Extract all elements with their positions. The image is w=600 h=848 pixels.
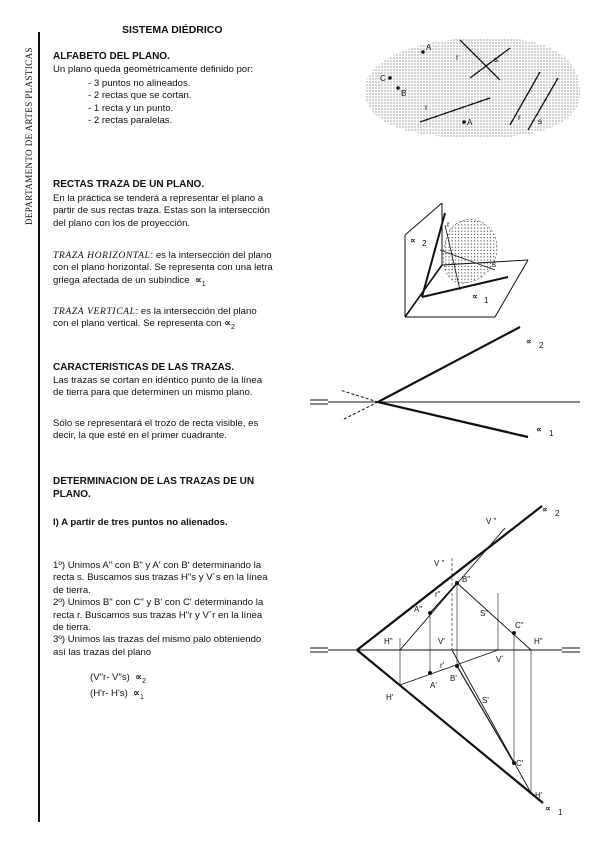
- label-b: B: [401, 89, 407, 98]
- trace-alpha-1: [378, 402, 528, 437]
- point-a-prime: [428, 671, 432, 675]
- point-a-bottom: [462, 120, 466, 124]
- traza-vertical-paragraph: [53, 306, 257, 335]
- label-v-prime-mid: V': [438, 637, 445, 646]
- label-a-double-prime: A": [414, 605, 423, 614]
- point-b-prime: [455, 664, 459, 668]
- list-item: - 3 puntos no alineados.: [88, 78, 191, 89]
- alpha-2-sub: 2: [539, 341, 544, 350]
- text-line: 1º) Unimos A" con B" y A' con B' determinando la: [53, 560, 262, 571]
- alpha-symbol: ∝: [224, 318, 232, 330]
- line-r-double-prime: [400, 528, 505, 650]
- alpha-1-label: ∝: [545, 804, 551, 813]
- label-c: C: [380, 74, 386, 83]
- subscript: 2: [142, 677, 146, 685]
- label-r-mid: r: [425, 103, 428, 112]
- section-heading-alfabeto: ALFABETO DEL PLANO.: [53, 51, 170, 62]
- rectas-traza-paragraph: [53, 193, 270, 230]
- text-line: así las trazas del plano: [53, 646, 152, 658]
- label-h-left: H": [384, 637, 393, 646]
- text-line: 3º) Unimos las trazas del mismo palo obteniendo: [53, 634, 262, 646]
- alpha-2-sub: 2: [555, 509, 560, 518]
- heading-line: DETERMINACION DE LAS TRAZAS DE UN: [53, 476, 255, 487]
- alpha-symbol: ∝: [135, 672, 143, 683]
- point-b-double-prime: [455, 581, 459, 585]
- margin-rule: [38, 32, 40, 822]
- hidden-extension-2: [342, 402, 378, 420]
- label-a-top: A: [426, 43, 432, 52]
- label-v-mid: V ": [434, 559, 445, 568]
- alpha-2-sub: 2: [422, 239, 427, 248]
- figure-trace-characteristics: [310, 322, 580, 447]
- subscript: 1: [139, 694, 144, 702]
- term-traza-vertical: TRAZA VERTICAL: [53, 306, 136, 317]
- subscript: 2: [231, 324, 235, 332]
- text-line: del plano con los de proyección.: [53, 217, 191, 229]
- label-s-top: s: [494, 55, 498, 64]
- point-a-double-prime: [428, 611, 432, 615]
- text-line: Las trazas se cortan en idéntico punto de la línea: [53, 375, 263, 386]
- text-span: : es la intersección del plano: [150, 250, 272, 261]
- trace-alpha-2: [378, 327, 520, 402]
- label-c-prime: C': [516, 759, 524, 768]
- text-line: 2º) Unimos B" con C" y B' con C' determinando la: [53, 597, 264, 609]
- caracteristicas-paragraph-2: [53, 418, 258, 443]
- text-line: de tierra para que determinen un mismo plano.: [53, 387, 253, 399]
- alpha-1-sub: 1: [549, 429, 554, 438]
- equations: [90, 672, 146, 705]
- equation-horizontal: (H'r- H's): [90, 688, 128, 700]
- label-v-top: V ": [486, 517, 497, 526]
- text-line: con el plano horizontal. Se representa con una letra: [53, 262, 273, 274]
- figure-plane-alphabet: [360, 30, 585, 145]
- department-label: DEPARTAMENTO DE ARTES PLASTICAS: [24, 47, 34, 225]
- point-c-double-prime: [512, 631, 516, 635]
- section-heading-determinacion: [53, 475, 254, 501]
- label-b-double-prime: B": [462, 575, 471, 584]
- text-line: recta r. Buscamos sus trazas H"r y V´r en la línea: [53, 609, 263, 621]
- label-r-prime: r': [440, 661, 445, 670]
- label-h-prime-left: H': [386, 693, 394, 702]
- traza-horizontal-paragraph: [53, 250, 273, 291]
- alfabeto-list: [88, 78, 191, 128]
- label-r: r: [447, 220, 450, 229]
- text-span: con el plano vertical. Se representa con: [53, 318, 222, 330]
- label-s-prime: S': [482, 696, 489, 705]
- heading-line: PLANO.: [53, 489, 91, 500]
- alpha-1-label: ∝: [536, 425, 542, 434]
- figure-trace-determination: [310, 498, 580, 818]
- list-item: - 2 rectas paralelas.: [88, 115, 173, 127]
- text-line: de tierra.: [53, 622, 91, 634]
- text-line: partir de sus rectas traza. Estas son la intersección: [53, 205, 271, 217]
- text-line: decir, la que esté en el primer cuadrante.: [53, 430, 227, 442]
- figure-plane-traces-3d: [400, 195, 530, 320]
- label-s-right: s: [538, 117, 542, 126]
- alpha-symbol: ∝: [133, 688, 140, 700]
- point-b: [396, 86, 400, 90]
- list-item: - 1 recta y un punto.: [88, 102, 174, 114]
- label-h-prime-bottom: H': [535, 791, 543, 800]
- alfabeto-intro: Un plano queda geométricamente definido por:: [53, 64, 254, 75]
- section-heading-rectas-traza: RECTAS TRAZA DE UN PLANO.: [53, 179, 205, 190]
- label-h-right: H": [534, 637, 543, 646]
- line-c-prime-h: [457, 666, 514, 763]
- text-line: Sólo se representará el trozo de recta visible, es: [53, 418, 259, 429]
- label-r-top: r: [456, 53, 459, 62]
- alpha-2-label: ∝: [542, 505, 548, 514]
- point-a-top: [421, 50, 425, 54]
- label-r-right: r: [518, 113, 521, 122]
- subheading-tres-puntos: I) A partir de tres puntos no alienados.: [53, 517, 228, 528]
- page-title: SISTEMA DIÉDRICO: [122, 24, 223, 36]
- alpha-2-label: ∝: [410, 236, 416, 245]
- alpha-1-label: ∝: [472, 292, 478, 301]
- hidden-extension-1: [340, 390, 378, 402]
- horizontal-plane-right: [495, 260, 528, 317]
- text-line: En la práctica se tenderá a representar el plano a: [53, 193, 264, 204]
- label-c-double-prime: C": [515, 621, 524, 630]
- text-span: : es la intersección del plano: [135, 306, 257, 317]
- caracteristicas-paragraph-1: [53, 375, 262, 400]
- subscript: 1: [201, 280, 206, 288]
- text-line: recta s. Buscamos sus trazas H"s y V´s en la línea: [53, 572, 268, 584]
- vertical-plane-edge-top: [405, 203, 442, 235]
- steps-paragraph: [53, 560, 268, 659]
- section-heading-caracteristicas: CARACTERISTICAS DE LAS TRAZAS.: [53, 362, 235, 373]
- alpha-symbol: ∝: [194, 274, 202, 286]
- alpha-1-sub: 1: [484, 296, 489, 305]
- alpha-2-label: ∝: [526, 337, 532, 346]
- text-line: de tierra.: [53, 584, 91, 596]
- label-r-double-prime: r": [435, 590, 441, 599]
- label-s-double-prime: S": [480, 609, 489, 618]
- label-s: s: [492, 260, 496, 269]
- equation-vertical: (V"r- V"s): [90, 672, 130, 683]
- label-b-prime: B': [450, 674, 457, 683]
- label-a-bottom: A: [467, 118, 473, 127]
- trace-alpha-1: [357, 650, 543, 803]
- line-r-prime: [452, 650, 531, 793]
- label-v-prime-right: V´: [496, 655, 504, 664]
- list-item: - 2 rectas que se cortan.: [88, 90, 192, 102]
- line-s-double-prime: [457, 583, 531, 650]
- alpha-1-sub: 1: [558, 808, 563, 817]
- line-s-prime: [400, 650, 498, 685]
- point-c: [388, 76, 392, 80]
- term-traza-horizontal: TRAZA HORIZONTAL: [53, 250, 151, 261]
- text-span: griega afectada de un subíndice: [53, 274, 190, 286]
- label-a-prime: A': [430, 681, 437, 690]
